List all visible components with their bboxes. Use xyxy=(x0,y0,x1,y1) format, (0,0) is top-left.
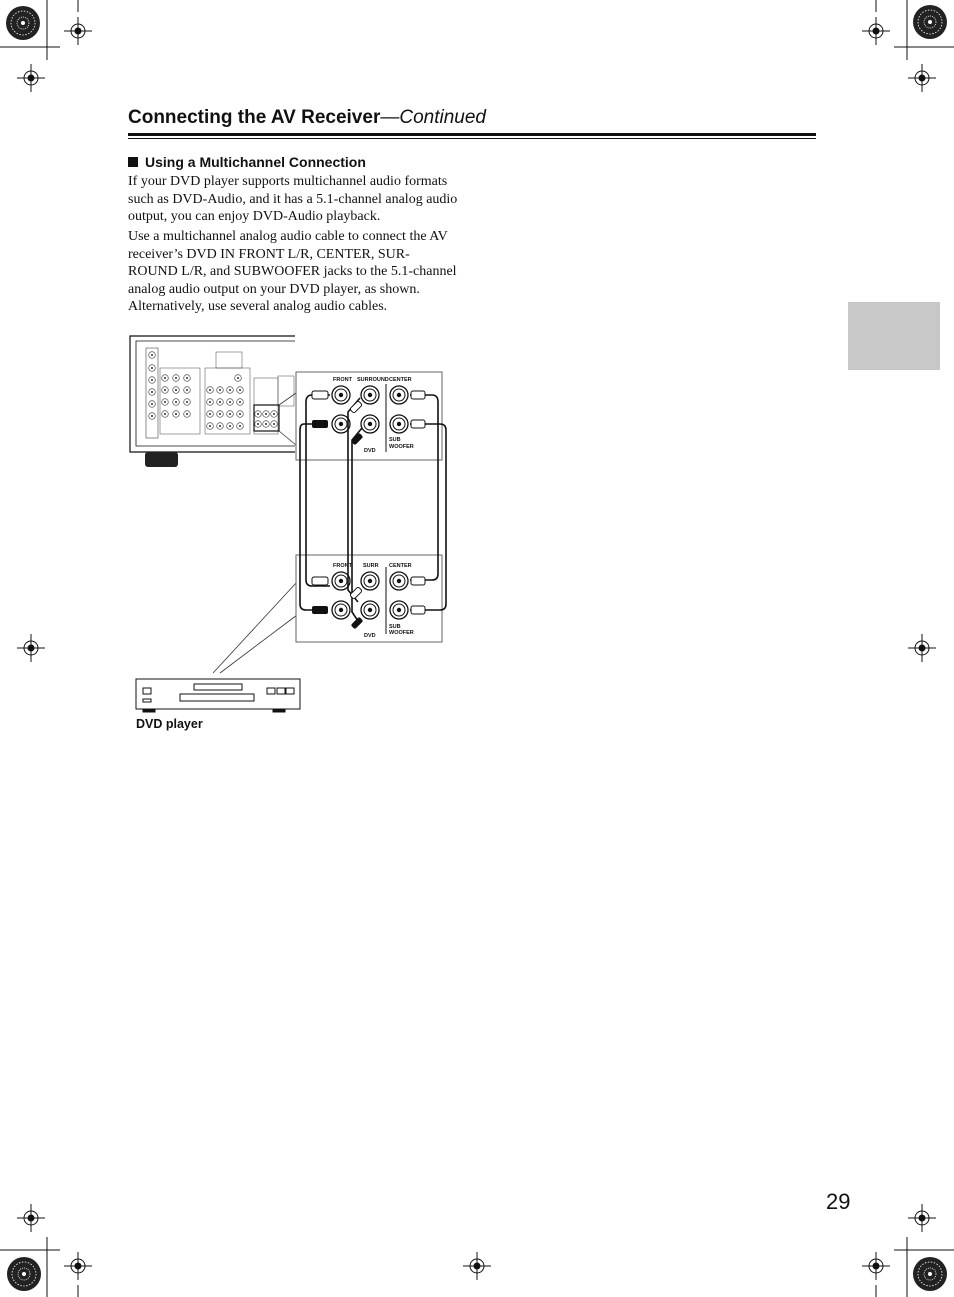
receiver-sub-label: SUB xyxy=(389,437,401,443)
av-receiver-rear-panel xyxy=(130,336,295,467)
page-number: 29 xyxy=(826,1189,851,1214)
title-rule-thin xyxy=(128,138,816,139)
receiver-center-label: CENTER xyxy=(389,377,412,383)
player-surr-label: SURR xyxy=(363,563,379,569)
player-woofer-label: WOOFER xyxy=(389,630,414,636)
section-heading xyxy=(128,154,366,170)
player-dvd-label: DVD xyxy=(364,633,376,639)
receiver-jack-callout xyxy=(296,372,442,460)
section-heading-text: Using a Multichannel Connection xyxy=(145,154,366,170)
receiver-woofer-label: WOOFER xyxy=(389,444,414,450)
player-sub-label: SUB xyxy=(389,624,401,630)
title-rule xyxy=(128,133,816,136)
chapter-tab xyxy=(848,302,940,370)
square-bullet-icon xyxy=(128,157,138,167)
paragraph-instructions: Use a multichannel analog audio cable to connect the AV receiver’s DVD IN FRONT L/R, CENTER, SUR-ROUND L/R, and SUBWOOFER jacks to the 5.1-channel analog audio output on your DVD player, as shown. Alternatively, use several analog audio cables. xyxy=(128,229,457,315)
receiver-surround-label: SURROUND xyxy=(357,377,389,383)
player-center-label: CENTER xyxy=(389,563,412,569)
page-title-continued: —Continued xyxy=(380,107,486,128)
paragraph-intro: If your DVD player supports multichannel audio formats such as DVD-Audio, and it has a 5.1-channel analog audio output, you can enjoy DVD-Audio playback. xyxy=(128,174,458,225)
receiver-dvd-label: DVD xyxy=(364,448,376,454)
page-title xyxy=(128,107,486,129)
dvd-player-illustration xyxy=(136,679,300,712)
receiver-front-label: FRONT xyxy=(333,377,352,383)
page-title-main: Connecting the AV Receiver xyxy=(128,107,381,128)
player-front-label: FRONT xyxy=(333,563,352,569)
dvd-player-caption: DVD player xyxy=(136,717,203,731)
